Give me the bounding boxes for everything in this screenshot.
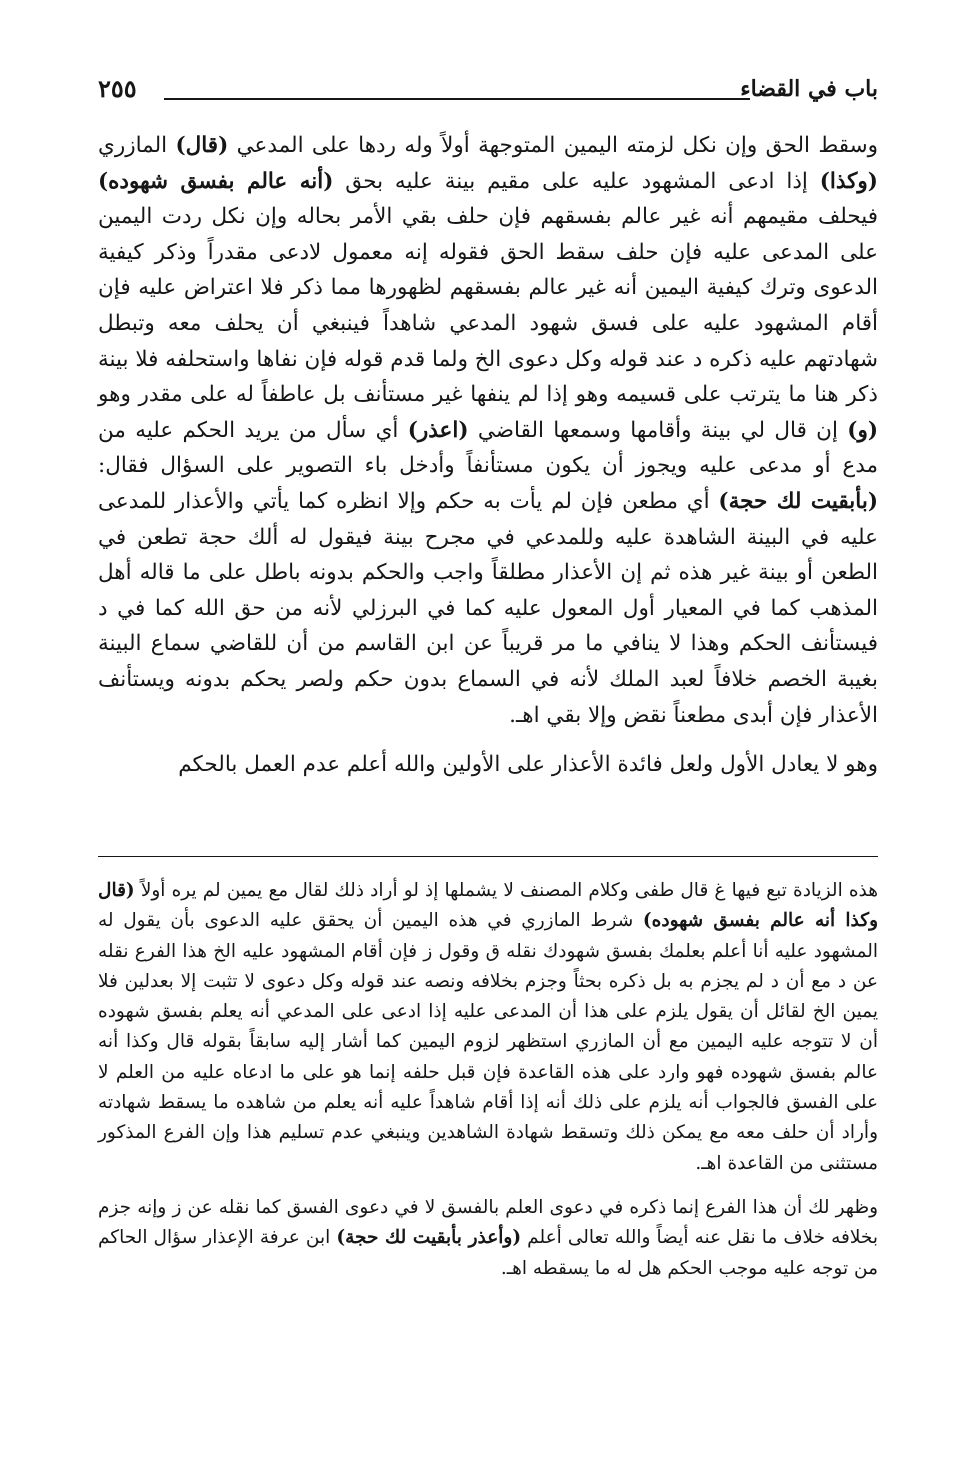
footnote-paragraph-1 xyxy=(98,876,878,1179)
bold-term: (وأعذر بأبقيت لك حجة) xyxy=(336,1227,522,1249)
text-run: وظهر لك أن هذا الفرع إنما ذكره في دعوى العلم بالفسق لا في دعوى الفسق كما نقله عن ز وإنه جزم بخلافه خلاف ما نقل عنه أيضاً والله تعالى أعلم xyxy=(98,1196,878,1249)
text-run: ابن عرفة الإعذار سؤال الحاكم من توجه عليه موجب الحكم هل له ما يسقطه اهـ. xyxy=(98,1227,878,1279)
bold-term: (قال) xyxy=(175,133,229,158)
text-run: شرط المازري في هذه اليمين أن يحقق عليه الدعوى بأن يقول له المشهود عليه أنا أعلم بعلمك بفسق شهودك نقله ق وقول ز فإن أقام المشهود عليه الخ هذا الفرع نقله عن د مع أن د لم يجزم به بل ذكره بحثاً وجزم بخلافه ونصه عند قوله وكل دعوى لا تثبت إلا بعدلين فلا يمين الخ لقائل أن يقول يلزم على هذا أن المدعى عليه إذا ادعى على المدعي أنه يعلم بفسق شهوده أن لا تتوجه عليه اليمين مع أن المازري استظهر لزوم اليمين كما أشار إليه سابقاً بقوله قال وكذا أنه عالم بفسق شهوده فهو وارد على هذه القاعدة فإن قبل حلفه إنما هو على ما ادعاه عليه من العلم لا على الفسق فالجواب أنه يلزم على ذلك أنه إذا أقام شاهداً عليه أنه يعلم من شاهده ما يسقط شهادته وأراد أن حلف معه مع يمكن ذلك وتسقط شهادة الشاهدين وينبغي عدم تسليم هذا وإن الفرع المذكور مستثنى من القاعدة اهـ. xyxy=(98,910,878,1174)
page-header xyxy=(98,70,878,122)
text-run: المازري xyxy=(98,133,176,158)
bold-term: (أنه عالم بفسق شهوده) xyxy=(98,168,334,194)
main-paragraph-2: وهو لا يعادل الأول ولعل فائدة الأعذار على الأولين والله أعلم عدم العمل بالحكم xyxy=(178,752,878,778)
bold-term: (اعذر) xyxy=(407,417,469,443)
text-run: أي سأل من يريد الحكم عليه من مدع أو مدعى عليه ويجوز أن يكون مستأنفاً وأدخل باء التصوير على السؤال فقال: xyxy=(98,417,878,479)
header-rule xyxy=(164,98,750,100)
text-run: هذه الزيادة تبع فيها غ قال طفى وكلام المصنف لا يشملها إذ لو أراد ذلك لقال مع يمين لم يره أولاً xyxy=(134,880,878,901)
page-number: ٢٥٥ xyxy=(98,74,137,103)
text-run: إن قال لي بينة وأقامها وسمعها القاضي xyxy=(468,417,848,443)
footnote-paragraph-2 xyxy=(98,1193,878,1284)
book-page xyxy=(98,70,878,1279)
text-run: أي مطعن فإن لم يأت به حكم وإلا انظره كما يأتي والأعذار للمدعى عليه في البينة الشاهدة عليه وللمدعي في مجرح بينة فيقول له ألك حجة تطعن في الطعن أو بينة غير هذه ثم إن الأعذار مطلقاً واجب والحكم بدونه باطل على ما قاله أهل المذهب كما في المعيار أول المعول عليه كما في البرزلي لأنه من حق الله كما في د فيستأنف الحكم وهذا لا ينافي ما مر قريباً عن ابن القاسم من أن للقاضي سماع البينة بغيبة الخصم خلافاً لعبد الملك لأنه في السماع بدون حكم ولصر يحكم بدونه ويستأنف الأعذار فإن أبدى مطعناً نقض وإلا بقي اهـ. xyxy=(98,488,878,728)
bold-term: (قال وكذا أنه عالم بفسق شهوده) xyxy=(98,880,878,932)
bold-term: (بأبقيت لك حجة) xyxy=(718,488,878,514)
text-run: فيحلف مقيمهم أنه غير عالم بفسقهم فإن حلف بقي الأمر بحاله وإن نكل ردت اليمين على المدعى عليه فإن حلف سقط الحق فقوله إنه معمول لادعى مقدراً وذكر كيفية الدعوى وترك كيفية اليمين أنه غير عالم بفسقهم لظهورها مما ذكر فلا اعتراض عليه فإن أقام المشهود عليه على فسق شهود المدعي شاهداً فينبغي أن يحلف معه وتبطل شهادتهم عليه ذكره د عند قوله وكل دعوى الخ ولما قدم قوله فإن نفاها واستحلفه فلا بينة ذكر هنا ما يترتب على قسيمه وهو إذا لم ينفها غير مستأنف بل عاطفاً له على مقدر وهو xyxy=(98,204,878,408)
bold-term: (وكذا) xyxy=(819,168,878,194)
bold-term: (و) xyxy=(847,417,878,443)
text-run: إذا ادعى المشهود عليه على مقيم بينة عليه بحق xyxy=(333,168,820,194)
text-run: وسقط الحق وإن نكل لزمته اليمين المتوجهة أولاً وله ردها على المدعي xyxy=(228,133,878,158)
footnote-separator xyxy=(98,856,878,857)
main-text xyxy=(98,128,878,783)
main-paragraph-1 xyxy=(98,128,878,733)
footnotes xyxy=(98,876,878,1284)
chapter-title: باب في القضاء xyxy=(740,76,878,102)
